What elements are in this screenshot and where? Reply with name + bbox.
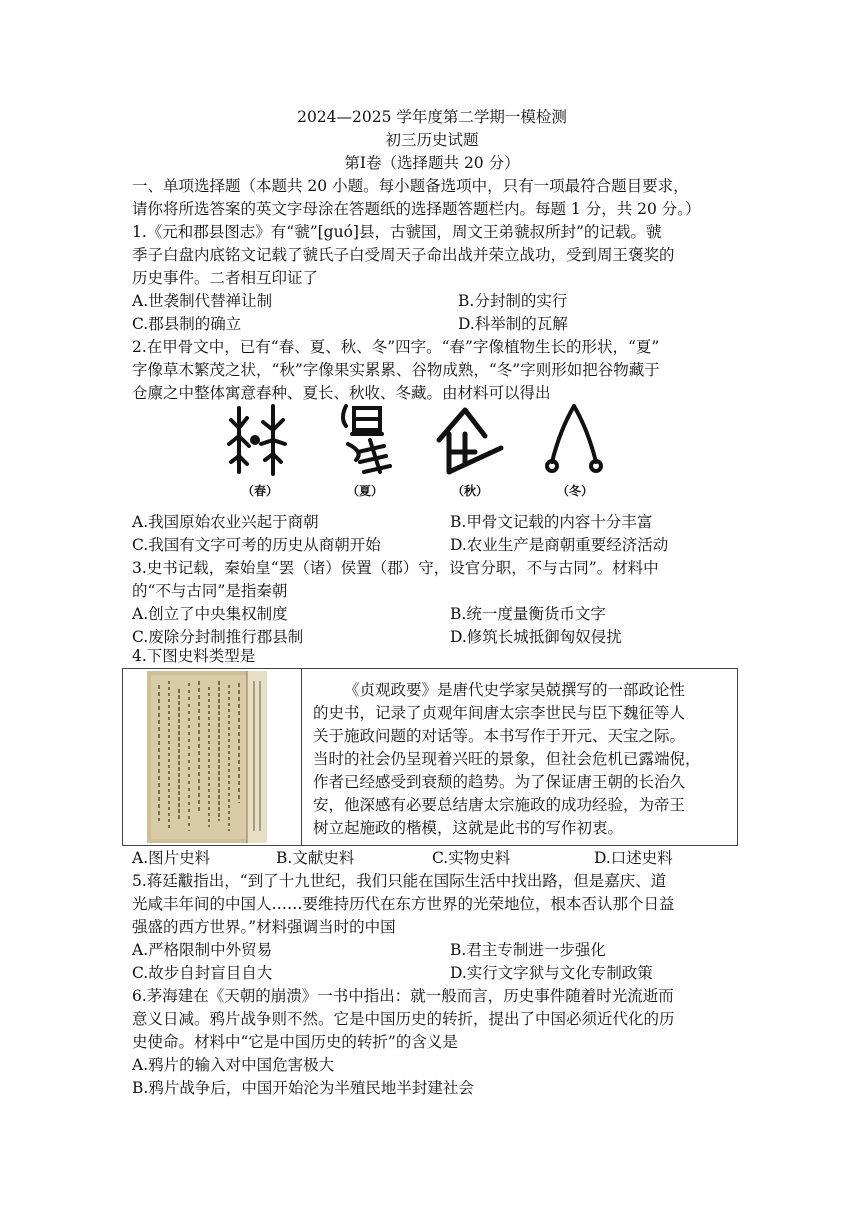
question-4-text: 4.下图史料类型是 [132, 647, 256, 665]
oracle-glyph-chun [215, 400, 305, 510]
xia-glyph-icon [330, 400, 400, 480]
glyph-label-dong: （冬） [556, 484, 593, 498]
q4-source-text [313, 679, 723, 840]
q1-option-d: D.科举制的瓦解 [458, 315, 568, 333]
question-1-text: 季子白盘内底铭文记载了虢氏子白受周天子命出战并荣立战功，受到周王褒奖的 [132, 246, 675, 264]
q6-option-a: A.鸦片的输入对中国危害极大 [132, 1056, 335, 1074]
q3-option-b: B.统一度量衡货币文字 [450, 605, 606, 623]
q2-option-d: D.农业生产是商朝重要经济活动 [450, 536, 669, 554]
question-6-text: 史使命。材料中“它是中国历史的转折”的含义是 [132, 1033, 458, 1051]
q1-option-c: C.郡县制的确立 [132, 315, 242, 333]
question-6-text: 意义日减。鸦片战争则不然。它是中国历史的转折，提出了中国必须近代化的历 [132, 1010, 675, 1028]
source-text-line: 当时的社会仍呈现着兴旺的景象，但社会危机已露端倪， [313, 750, 701, 768]
volume-heading: 第Ⅰ卷（选择题共 20 分） [344, 154, 520, 172]
q5-option-c: C.故步自封盲目自大 [132, 964, 273, 982]
oracle-bone-glyphs [215, 400, 635, 510]
q1-option-a: A.世袭制代替禅让制 [132, 292, 273, 310]
oracle-glyph-dong [530, 400, 620, 510]
source-text-line: 作者已经感受到衰颓的趋势。为了保证唐王朝的长治久 [313, 773, 686, 791]
chun-glyph-icon [225, 400, 295, 480]
q4-option-c: C.实物史料 [432, 849, 511, 867]
question-2-text: 2.在甲骨文中，已有“春、夏、秋、冬”四字。“春”字像植物生长的形状，“夏” [132, 338, 660, 356]
question-3-text: 的“不与古同”是指秦朝 [132, 582, 288, 600]
q6-option-b: B.鸦片战争后，中国开始沦为半殖民地半封建社会 [132, 1079, 474, 1097]
instructions-line: 请你将所选答案的英文字母涂在答题纸的选择题答题栏内。每题 1 分，共 20 分。） [132, 200, 701, 218]
exam-subtitle: 初三历史试题 [385, 131, 479, 149]
q1-option-b: B.分封制的实行 [458, 292, 568, 310]
q2-option-a: A.我国原始农业兴起于商朝 [132, 513, 319, 531]
q4-source-box [122, 668, 738, 846]
question-1-text: 历史事件。二者相互印证了 [132, 269, 319, 287]
q3-option-a: A.创立了中央集权制度 [132, 605, 288, 623]
q5-option-a: A.严格限制中外贸易 [132, 941, 273, 959]
q4-option-b: B.文献史料 [276, 849, 355, 867]
dong-glyph-icon [540, 400, 610, 480]
question-1-text: 1.《元和郡县图志》有“虢”[guó]县，古虢国，周文王弟虢叔所封”的记载。虢 [132, 223, 662, 241]
q2-option-b: B.甲骨文记载的内容十分丰富 [450, 513, 653, 531]
q3-option-d: D.修筑长城抵御匈奴侵扰 [450, 628, 622, 646]
question-6-text: 6.茅海建在《天朝的崩溃》一书中指出：就一般而言，历史事件随着时光流逝而 [132, 987, 674, 1005]
q3-option-c: C.废除分封制推行郡县制 [132, 628, 304, 646]
source-text-line: 关于施政问题的对话等。本书写作于开元、天宝之际。 [313, 727, 686, 745]
box-divider [301, 669, 302, 845]
glyph-label-chun: （春） [241, 484, 278, 498]
oracle-glyph-qiu [425, 400, 515, 510]
source-text-line: 的史书，记录了贞观年间唐太宗李世民与臣下魏征等人 [313, 704, 686, 722]
question-2-text: 仓廪之中整体寓意春种、夏长、秋收、冬藏。由材料可以得出 [132, 384, 551, 402]
oracle-glyph-xia [320, 400, 410, 510]
book-scan-image [147, 671, 267, 843]
question-3-text: 3.史书记载，秦始皇“罢（诸）侯置（郡）守，设官分职，不与古同”。材料中 [132, 559, 659, 577]
q5-option-b: B.君主专制进一步强化 [450, 941, 606, 959]
glyph-label-qiu: （秋） [451, 484, 488, 498]
question-5-text: 强盛的西方世界。”材料强调当时的中国 [132, 918, 396, 936]
q2-option-c: C.我国有文字可考的历史从商朝开始 [132, 536, 381, 554]
source-text-line: 树立起施政的楷模，这就是此书的写作初衷。 [313, 819, 624, 837]
source-text-line: 安，他深感有必要总结唐太宗施政的成功经验，为帝王 [313, 796, 686, 814]
question-2-text: 字像草木繁茂之状，“秋”字像果实累累、谷物成熟，“冬”字则形如把谷物藏于 [132, 361, 660, 379]
q4-option-a: A.图片史料 [132, 849, 211, 867]
q5-option-d: D.实行文字狱与文化专制政策 [450, 964, 653, 982]
question-5-text: 光咸丰年间的中国人……要维持历代在东方世界的光荣地位，根本否认那个日益 [132, 895, 675, 913]
exam-title: 2024—2025 学年度第二学期一模检测 [297, 108, 567, 126]
qiu-glyph-icon [435, 400, 505, 480]
instructions-line: 一、单项选择题（本题共 20 小题。每小题备选项中，只有一项最符合题目要求， [132, 177, 689, 195]
q4-option-d: D.口述史料 [594, 849, 673, 867]
source-text-line: 《贞观政要》是唐代史学家吴兢撰写的一部政论性 [344, 681, 686, 699]
question-5-text: 5.蒋廷黻指出，“到了十九世纪，我们只能在国际生活中找出路，但是嘉庆、道 [132, 872, 667, 890]
glyph-label-xia: （夏） [346, 484, 383, 498]
